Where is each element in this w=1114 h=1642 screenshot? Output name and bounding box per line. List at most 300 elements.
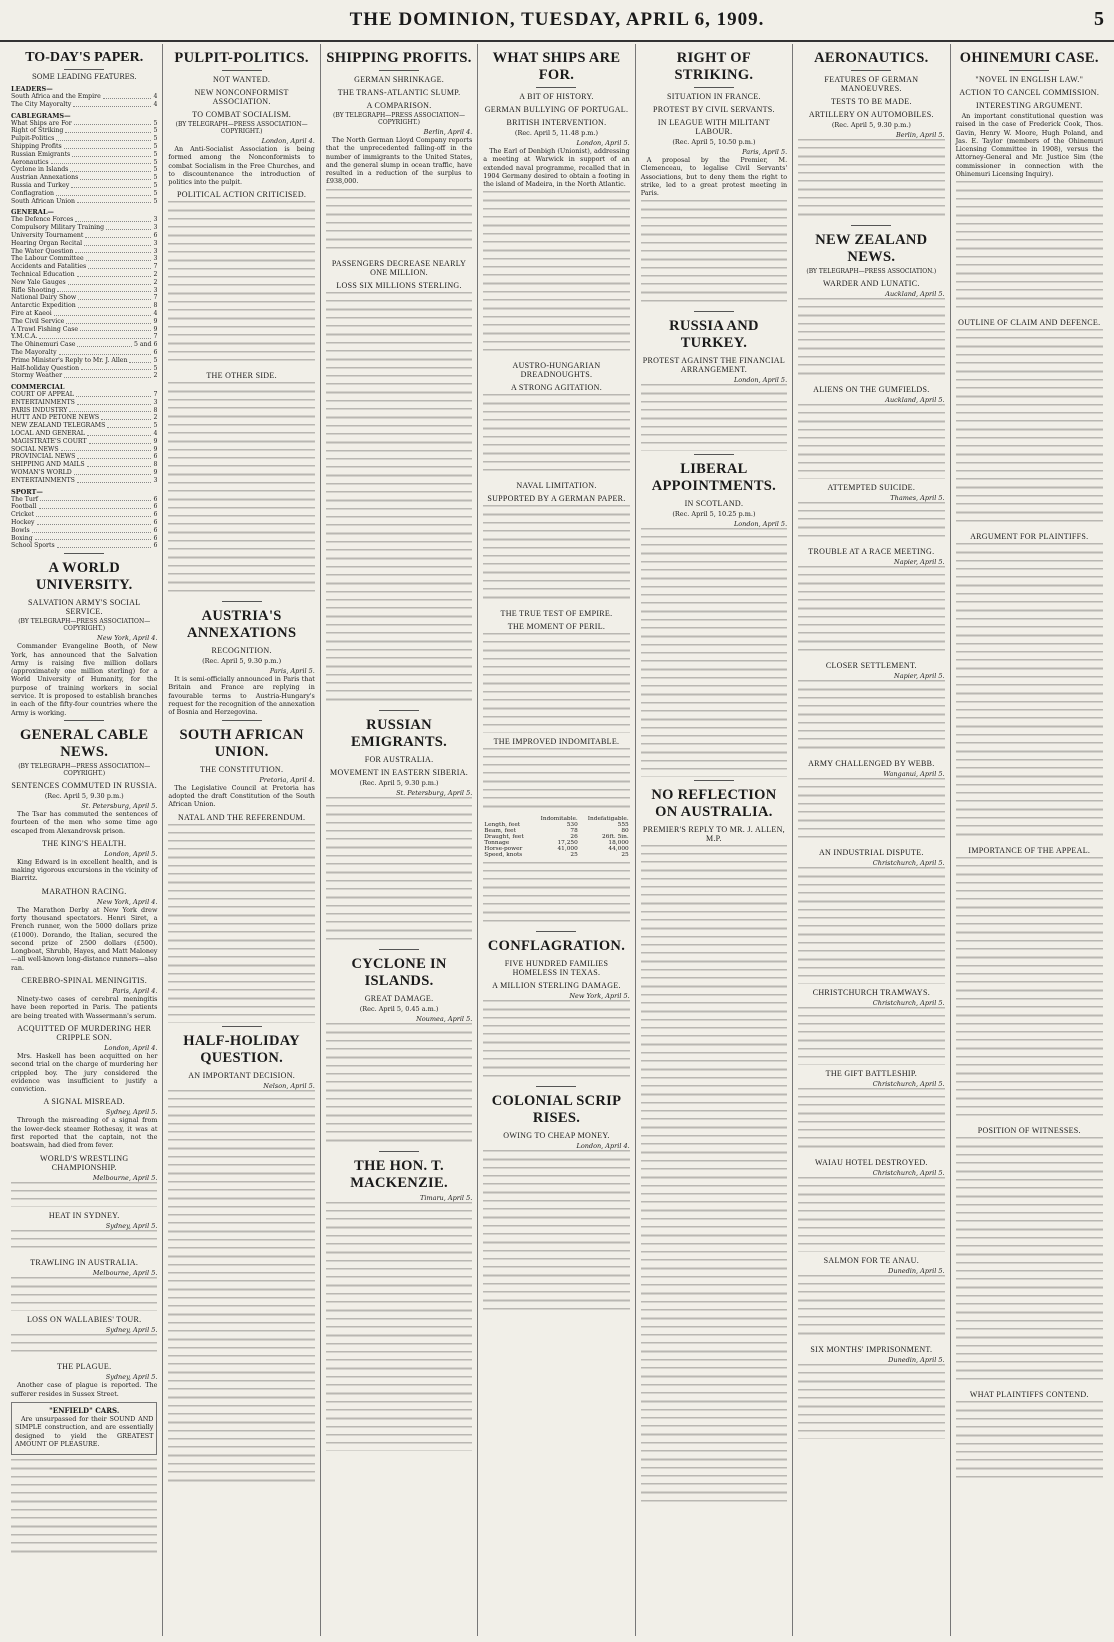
- text-line: [326, 880, 472, 888]
- masthead-title: THE DOMINION, TUESDAY, APRIL 6, 1909.: [349, 9, 765, 30]
- index-item: [11, 372, 157, 380]
- text-line: [11, 1190, 157, 1198]
- text-line: [641, 384, 787, 392]
- general-s9-place: Melbourne, April 5.: [92, 1269, 158, 1278]
- general-s2-title: THE KING'S HEALTH.: [42, 838, 127, 848]
- text-line: [326, 205, 472, 213]
- index-item-page: 6: [153, 542, 158, 550]
- text-line: [641, 544, 787, 552]
- text-line: [168, 474, 314, 482]
- text-line: [956, 1064, 1103, 1072]
- index-item-name: Prime Minister's Reply to Mr. J. Allen: [11, 356, 128, 364]
- text-line: [326, 1065, 472, 1073]
- text-line: [798, 1096, 944, 1104]
- text-line: [798, 1129, 944, 1137]
- text-line: [483, 650, 629, 658]
- shipping-subhead-2: THE TRANS-ATLANTIC SLUMP.: [337, 88, 461, 97]
- text-line: [798, 1146, 944, 1154]
- index-item-page: 7: [153, 294, 158, 302]
- index-item-page: 5: [153, 127, 158, 135]
- index-item: [11, 240, 157, 248]
- text-line: [168, 424, 314, 432]
- index-item-leader: [129, 357, 151, 363]
- index-item: [11, 414, 157, 422]
- text-line: [956, 1237, 1103, 1245]
- text-line: [956, 626, 1103, 634]
- text-line: [641, 1226, 787, 1234]
- text-line: [168, 268, 314, 276]
- text-line: [483, 716, 629, 724]
- text-line: [956, 289, 1103, 297]
- text-line: [641, 994, 787, 1002]
- text-line: [956, 973, 1103, 981]
- university-credit: (BY TELEGRAPH—PRESS ASSOCIATION—COPYRIGHT.): [18, 618, 151, 633]
- index-item-leader: [73, 101, 151, 107]
- text-line: [483, 806, 629, 814]
- text-line: [798, 502, 944, 510]
- nz-item-place: Auckland, April 5.: [885, 395, 945, 404]
- text-line: [641, 283, 787, 291]
- text-line: [956, 923, 1103, 931]
- text-line: [483, 789, 629, 797]
- text-line: [641, 1019, 787, 1027]
- text-line: [956, 420, 1103, 428]
- text-line: [326, 541, 472, 549]
- index-list: [11, 85, 157, 550]
- text-line: [641, 1011, 787, 1019]
- text-line: [798, 1137, 944, 1145]
- text-line: [168, 1006, 314, 1014]
- text-line: [168, 890, 314, 898]
- index-item-name: Pulpit-Politics: [11, 135, 55, 143]
- text-line: [641, 911, 787, 919]
- text-line: [798, 1300, 944, 1308]
- text-line: [326, 334, 472, 342]
- text-line: [168, 399, 314, 407]
- text-line: [798, 1324, 944, 1332]
- text-line: [326, 400, 472, 408]
- index-item-page: 9: [153, 325, 158, 333]
- russia-emigrants-place: St. Petersburg, April 5.: [396, 789, 473, 797]
- nz-item-title: SIX MONTHS' IMPRISONMENT.: [810, 1345, 933, 1355]
- index-item-page: 5: [153, 189, 158, 197]
- index-item: [11, 318, 157, 326]
- index-item-leader: [77, 271, 152, 277]
- text-line: [483, 597, 629, 605]
- nz-item-title: SALMON FOR TE ANAU.: [823, 1255, 920, 1265]
- nz-item-place: Napier, April 5.: [894, 672, 945, 681]
- university-text: Commander Evangeline Booth, of New York, has announced that the Salvation Army is raising five million dollars (approximately one million sterling) for a World University of Humanity, for the purpose of training workers in social service. It is proposed to establish branches in each of the fifty-four countries where the Army is working.: [11, 642, 158, 717]
- text-line: [483, 514, 629, 522]
- text-line: [956, 1137, 1103, 1145]
- aero-heading: AERONAUTICS.: [814, 50, 929, 66]
- text-line: [956, 1278, 1103, 1286]
- index-item: [11, 232, 157, 240]
- scrip-place: London, April 4.: [576, 1142, 630, 1151]
- text-line: [956, 1370, 1103, 1378]
- austria-text: It is semi-officially announced in Paris that Britain and France are replying in favourable terms to Austria-Hungary's request for the recognition of the annexation of Bosnia and Herzegovina.: [168, 675, 315, 717]
- index-item: [11, 399, 157, 407]
- naval-table-cell: 555: [617, 821, 629, 828]
- general-s4-title: CEREBRO-SPINAL MENINGITIS.: [21, 976, 148, 986]
- text-line: [326, 1048, 472, 1056]
- divider: [536, 931, 576, 932]
- text-line: [956, 181, 1103, 189]
- index-item-name: Y.M.C.A.: [11, 333, 38, 341]
- text-line: [326, 1434, 472, 1442]
- text-line: [483, 1159, 629, 1167]
- text-line: [326, 1384, 472, 1392]
- text-line: [326, 607, 472, 615]
- text-line: [326, 1073, 472, 1081]
- text-line: [956, 264, 1103, 272]
- austria-date: (Rec. April 5, 9.30 p.m.): [202, 657, 282, 666]
- index-item-name: Football: [11, 503, 37, 511]
- text-line: [483, 522, 629, 530]
- index-item-name: The Turf: [11, 495, 39, 503]
- divider: [64, 553, 104, 554]
- text-line: [168, 1455, 314, 1463]
- text-line: [956, 1361, 1103, 1369]
- text-line: [956, 1410, 1103, 1418]
- index-item-leader: [57, 287, 151, 293]
- text-line: [641, 652, 787, 660]
- divider: [64, 720, 104, 721]
- text-line: [168, 343, 314, 351]
- text-line: [798, 950, 944, 958]
- text-line: [326, 189, 472, 197]
- text-line: [168, 873, 314, 881]
- text-line: [11, 1534, 157, 1542]
- index-item-name: Stormy Weather: [11, 372, 63, 380]
- text-line: [483, 324, 629, 332]
- text-line: [641, 292, 787, 300]
- general-s9-title: TRAWLING IN AUSTRALIA.: [30, 1258, 139, 1268]
- index-item-name: The Civil Service: [11, 317, 65, 325]
- index-item-page: 3: [153, 476, 158, 484]
- index-item-leader: [80, 174, 151, 180]
- text-line: [956, 396, 1103, 404]
- index-item: [11, 263, 157, 271]
- divider: [536, 1086, 576, 1087]
- index-item: [11, 422, 157, 430]
- text-line: [641, 267, 787, 275]
- text-line: [798, 404, 944, 412]
- text-line: [483, 1009, 629, 1017]
- strike-heading: RIGHT OF STRIKING.: [674, 50, 754, 83]
- text-line: [11, 1492, 157, 1500]
- text-line: [483, 1150, 629, 1158]
- text-line: [168, 981, 314, 989]
- general-s1-place: St. Petersburg, April 5.: [81, 801, 158, 810]
- text-line: [798, 1185, 944, 1193]
- text-line: [641, 242, 787, 250]
- text-line: [798, 738, 944, 746]
- text-line: [641, 894, 787, 902]
- index-item-leader: [71, 182, 151, 188]
- text-line: [956, 932, 1103, 940]
- index-item: [11, 279, 157, 287]
- index-item-leader: [87, 461, 152, 467]
- index-item-name: The Ohinemuri Case: [11, 341, 76, 349]
- text-line: [168, 906, 314, 914]
- text-line: [798, 1430, 944, 1438]
- text-line: [641, 752, 787, 760]
- text-line: [168, 407, 314, 415]
- text-line: [326, 1310, 472, 1318]
- text-line: [483, 1242, 629, 1250]
- text-line: [641, 669, 787, 677]
- index-item-name: The Labour Committee: [11, 255, 84, 263]
- text-line: [168, 532, 314, 540]
- index-item: [11, 430, 157, 438]
- text-line: [798, 917, 944, 925]
- text-line: [168, 309, 314, 317]
- text-line: [483, 1266, 629, 1274]
- text-line: [956, 1345, 1103, 1353]
- pulpit-place: London, April 4.: [261, 137, 315, 145]
- text-line: [326, 239, 472, 247]
- index-item: [11, 349, 157, 357]
- text-line: [168, 490, 314, 498]
- index-item-page: 5: [153, 166, 158, 174]
- text-line: [798, 867, 944, 875]
- naval-table-cell: Horse-power: [484, 845, 523, 852]
- index-item-name: HUTT AND PETONE NEWS: [11, 414, 100, 422]
- text-line: [326, 690, 472, 698]
- shipping-s2: PASSENGERS DECREASE NEARLY ONE MILLION.: [331, 259, 467, 278]
- text-line: [956, 543, 1103, 551]
- text-line: [326, 475, 472, 483]
- text-line: [168, 1305, 314, 1313]
- divider: [694, 87, 734, 88]
- text-line: [483, 887, 629, 895]
- text-line: [483, 341, 629, 349]
- text-line: [326, 450, 472, 458]
- text-line: [641, 217, 787, 225]
- text-line: [326, 1359, 472, 1367]
- index-item: [11, 166, 157, 174]
- text-line: [956, 1196, 1103, 1204]
- text-line: [168, 218, 314, 226]
- index-item-name: South African Union: [11, 197, 75, 205]
- text-line: [641, 1442, 787, 1450]
- index-item-leader: [36, 511, 151, 517]
- index-item-name: NEW ZEALAND TELEGRAMS: [11, 422, 106, 430]
- text-line: [168, 573, 314, 581]
- text-line: [956, 281, 1103, 289]
- text-line: [483, 291, 629, 299]
- text-line: [798, 942, 944, 950]
- text-line: [326, 1285, 472, 1293]
- columns: [6, 44, 1108, 1636]
- text-line: [798, 566, 944, 574]
- text-line: [798, 147, 944, 155]
- text-line: [11, 1294, 157, 1302]
- text-line: [641, 702, 787, 710]
- index-item: [11, 93, 157, 101]
- text-line: [641, 1467, 787, 1475]
- index-item-name: Russia and Turkey: [11, 181, 70, 189]
- text-line: [483, 539, 629, 547]
- text-line: [641, 1417, 787, 1425]
- text-line: [641, 1110, 787, 1118]
- text-line: [168, 1214, 314, 1222]
- text-line: [168, 499, 314, 507]
- text-line: [956, 520, 1103, 528]
- text-line: [326, 566, 472, 574]
- text-line: [168, 515, 314, 523]
- text-line: [326, 342, 472, 350]
- text-line: [798, 828, 944, 836]
- text-line: [641, 409, 787, 417]
- text-line: [956, 1320, 1103, 1328]
- nz-item-place: Christchurch, April 5.: [872, 1079, 945, 1088]
- text-line: [641, 442, 787, 450]
- divider: [851, 70, 891, 71]
- text-line: [641, 561, 787, 569]
- text-line: [641, 1301, 787, 1309]
- index-item-page: 3: [153, 239, 158, 247]
- text-line: [956, 576, 1103, 584]
- text-line: [798, 705, 944, 713]
- index-item: [11, 446, 157, 454]
- text-line: [798, 1210, 944, 1218]
- text-line: [641, 401, 787, 409]
- text-line: [168, 1388, 314, 1396]
- index-item-leader: [89, 438, 152, 444]
- text-line: [11, 1551, 157, 1559]
- russia-turkey-heading: RUSSIA AND TURKEY.: [669, 318, 759, 352]
- text-line: [168, 1198, 314, 1206]
- text-line: [956, 1426, 1103, 1434]
- index-item-leader: [56, 135, 151, 141]
- text-line: [326, 466, 472, 474]
- text-line: [641, 1210, 787, 1218]
- index-item: [11, 519, 157, 527]
- text-line: [956, 215, 1103, 223]
- index-item-page: 4: [153, 93, 158, 100]
- index-item-page: 2: [153, 270, 158, 278]
- text-line: [483, 1075, 629, 1083]
- text-line: [956, 568, 1103, 576]
- index-item-leader: [69, 407, 151, 413]
- nz-item-place: Dunedin, April 5.: [888, 1266, 945, 1275]
- text-line: [168, 1239, 314, 1247]
- text-line: [483, 1033, 629, 1041]
- index-item-page: 7: [153, 263, 158, 271]
- text-line: [798, 172, 944, 180]
- text-line: [483, 1042, 629, 1050]
- text-line: [956, 454, 1103, 462]
- index-item-leader: [75, 216, 151, 222]
- text-line: [168, 1480, 314, 1488]
- text-line: [798, 574, 944, 582]
- text-line: [483, 505, 629, 513]
- text-line: [483, 781, 629, 789]
- text-line: [956, 651, 1103, 659]
- text-line: [168, 318, 314, 326]
- index-item-leader: [54, 310, 152, 316]
- text-line: [798, 1007, 944, 1015]
- divider: [694, 780, 734, 781]
- text-line: [641, 1251, 787, 1259]
- ships-s8: THE IMPROVED INDOMITABLE.: [493, 736, 620, 746]
- text-line: [483, 1183, 629, 1191]
- nz-item-place: Thames, April 5.: [890, 493, 945, 502]
- text-line: [798, 599, 944, 607]
- index-item-name: Shipping Profits: [11, 142, 62, 150]
- text-line: [798, 510, 944, 518]
- text-line: [483, 283, 629, 291]
- text-line: [798, 205, 944, 213]
- text-line: [483, 453, 629, 461]
- text-line: [956, 1418, 1103, 1426]
- text-line: [798, 535, 944, 543]
- text-line: [956, 1435, 1103, 1443]
- text-line: [168, 1247, 314, 1255]
- sa-text: The Legislative Council at Pretoria has adopted the draft Constitution of the South African Union.: [168, 783, 315, 809]
- text-line: [956, 445, 1103, 453]
- text-line: [168, 865, 314, 873]
- aero-s1: TESTS TO BE MADE.: [830, 97, 912, 106]
- russia-emigrants-s1: MOVEMENT IN EASTERN SIBERIA.: [330, 768, 469, 777]
- text-line: [483, 1192, 629, 1200]
- text-line: [168, 923, 314, 931]
- text-line: [956, 998, 1103, 1006]
- text-line: [11, 1526, 157, 1534]
- text-line: [641, 1152, 787, 1160]
- text-line: [641, 1127, 787, 1135]
- text-line: [483, 547, 629, 555]
- text-line: [798, 1275, 944, 1283]
- text-line: [641, 602, 787, 610]
- norefl-heading: NO REFLECTION ON AUSTRALIA.: [651, 786, 777, 820]
- text-line: [168, 965, 314, 973]
- text-line: [483, 699, 629, 707]
- text-line: [641, 1492, 787, 1500]
- text-line: [168, 1297, 314, 1305]
- index-item-leader: [88, 263, 151, 269]
- text-line: [956, 1023, 1103, 1031]
- text-line: [641, 1243, 787, 1251]
- text-line: [956, 1089, 1103, 1097]
- text-line: [168, 416, 314, 424]
- text-line: [956, 701, 1103, 709]
- text-line: [956, 709, 1103, 717]
- text-line: [168, 848, 314, 856]
- text-line: [11, 1238, 157, 1246]
- text-line: [483, 1175, 629, 1183]
- naval-table-cell: 80: [621, 827, 629, 834]
- liberal-place: London, April 5.: [733, 519, 788, 528]
- index-item-name: Cyclone in Islands: [11, 166, 69, 174]
- index-item-page: 8: [153, 461, 158, 469]
- index-item-page: 6: [153, 453, 158, 461]
- text-line: [168, 1156, 314, 1164]
- text-line: [956, 1295, 1103, 1303]
- index-item-page: 5: [153, 181, 158, 189]
- text-line: [956, 817, 1103, 825]
- text-line: [483, 912, 629, 920]
- text-line: [483, 308, 629, 316]
- text-line: [956, 404, 1103, 412]
- index-item: [11, 135, 157, 143]
- text-line: [798, 795, 944, 803]
- text-line: [326, 938, 472, 946]
- index-item: [11, 326, 157, 334]
- hh-place: Nelson, April 5.: [263, 1081, 315, 1090]
